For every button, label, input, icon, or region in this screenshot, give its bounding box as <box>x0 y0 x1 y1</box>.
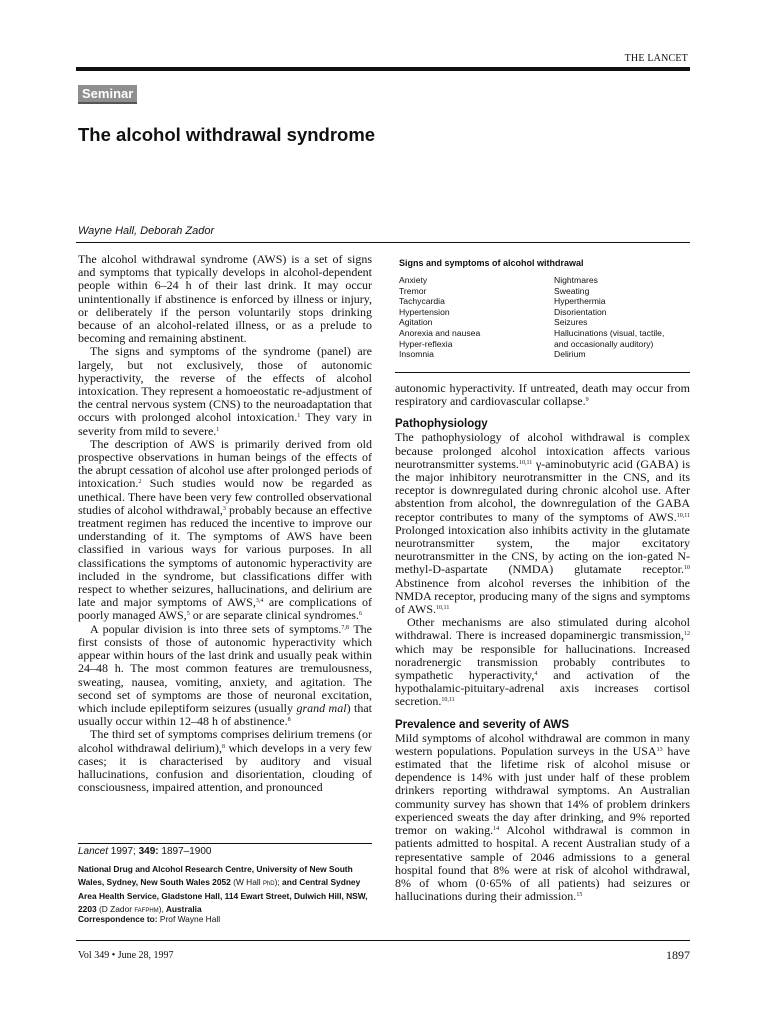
panel-item: Insomnia <box>399 349 434 360</box>
paragraph: The third set of symptoms comprises delirium tremens (or alcohol withdrawal delirium),$^8$ which develops in a very few cases; it is characterised by auditory and visual hallucinations, confusion and disorientation, clouding of consciousness, impaired attention, and pronounced <box>78 727 372 795</box>
correspondence: Correspondence to: Prof Wayne Hall <box>78 914 221 924</box>
article-title: The alcohol withdrawal syndrome <box>78 124 376 145</box>
panel-item: Nightmares <box>554 275 598 285</box>
affiliations: National Drug and Alcohol Research Centre, University of New South Wales, Sydney, New South Wales 2052 (W Hall PhD); and Central Sydney Area Health Service, Gladstone Hall, 114 Ewart Street, Dulwich Hill, NSW, 2203 (D Zador FAFPHM), Australia <box>78 864 368 914</box>
paragraph: The pathophysiology of alcohol withdrawal is complex because prolonged alcohol intoxication affects various neurotransmitter systems.$^{10,11}$ γ-aminobutyric acid (GABA) is the major inhibitory neurotransmitter in the CNS, and its receptor is downregulated during chronic alcohol use. After abstention from alcohol, the downregulation of the GABA receptor contributes to many of the symptoms of AWS.$^{10,11}$ Prolonged intoxication also inhibits activity in the glutamate neurotransmitter system, the major excitatory neurotransmitter in the CNS, by acting on the ion-gated N-methyl-D-aspartate (NMDA) glutamate receptor.$^{10}$ Abstinence from alcohol reverses the inhibition of the NMDA receptor, producing many of the signs and symptoms of AWS.$^{10,11}$ <box>395 430 690 617</box>
panel-item: Disorientation <box>554 306 607 317</box>
footer-rule <box>76 940 690 941</box>
paragraph: The alcohol withdrawal syndrome (AWS) is a set of signs and symptoms that typically develops in alcohol-dependent people within 6–24 h of their last drink. It may occur unintentionally if abstinence is enforced by illness or injury, or deliberately if the person voluntarily stops drinking because of an alcohol-related illness, or as a prelude to becoming and remaining abstinent. <box>78 252 372 346</box>
panel-item: Delirium <box>554 349 586 360</box>
authors-rule <box>76 242 690 243</box>
panel-item: Sweating <box>554 285 590 296</box>
panel-item: Hallucinations (visual, tactile, and occasionally auditory) <box>554 327 665 349</box>
header-rule <box>76 67 690 71</box>
panel-column-2 <box>554 275 689 360</box>
panel-item: Seizures <box>554 317 588 328</box>
panel-item: Hypertension <box>399 306 450 317</box>
symptoms-panel <box>395 252 690 373</box>
page-number: 1897 <box>666 948 690 962</box>
section-badge: Seminar <box>78 85 137 104</box>
paragraph: Other mechanisms are also stimulated during alcohol withdrawal. There is increased dopaminergic transmission,$^{12}$ which may be responsible for hallucinations. Increased noradrenergic transmission probably contributes to sympathetic hyperactivity,$^4$ and activation of the hypothalamic-pituitary-adrenal axis increases cortisol secretion.$^{10,11}$ <box>395 615 691 709</box>
paragraph: The description of AWS is primarily derived from old prospective observations in human beings of the effects of the abrupt cessation of alcohol use after prolonged periods of intoxication.$^2$ Such studies would now be regarded as unethical. There have been very few controlled observational studies of alcohol withdrawal,$^3$ probably because an effective treatment regimen has reduced the incentive to improve our understanding of it. The symptoms of AWS have been classified in various ways for various purposes. In all classifications the symptoms of autonomic hyperactivity are included in the syndrome, but classifications differ with respect to whether seizures, hallucinations, and delirium are late and major symptoms of AWS,$^{3,4}$ are complications of poorly managed AWS,$^5$ or are separate clinical syndromes.$^6$ <box>78 436 372 623</box>
section-heading-pathophysiology: Pathophysiology <box>395 418 488 431</box>
right-column <box>395 382 690 903</box>
footnote-rule <box>78 843 372 844</box>
panel-item: Hyper-reflexia <box>399 338 453 349</box>
panel-item: Tachycardia <box>399 296 445 307</box>
panel-item: Anorexia and nausea <box>399 327 481 338</box>
panel-item: Tremor <box>399 285 427 296</box>
paragraph: A popular division is into three sets of symptoms.$^{7,8}$ The first consists of those of autonomic hyperactivity which appear within hours of the last drink and usually peak within 24–48 h. The most common features are tremulousness, sweating, nausea, vomiting, anxiety, and agitation. The second set of symptoms are those of neuronal excitation, which include epileptiform seizures (usually grand mal) that usually occur within 12–48 h of abstinence.$^8$ <box>78 621 372 729</box>
article-authors: Wayne Hall, Deborah Zador <box>78 225 215 237</box>
journal-name: THE LANCET <box>624 53 688 64</box>
reference-mark: 1 <box>216 426 220 433</box>
panel-title: Signs and symptoms of alcohol withdrawal <box>399 258 584 268</box>
footer-volume: Vol 349 • June 28, 1997 <box>78 950 174 961</box>
reference-mark: 1 <box>297 413 301 420</box>
panel-column-1 <box>399 275 554 360</box>
section-heading-prevalence: Prevalence and severity of AWS <box>395 718 570 731</box>
left-column <box>78 253 372 794</box>
panel-item: Agitation <box>399 317 433 328</box>
paragraph: autonomic hyperactivity. If untreated, death may occur from respiratory and cardiovascular collapse.$^9$ <box>395 381 690 409</box>
citation: Lancet 1997; 349: 1897–1900 <box>78 846 212 857</box>
paragraph: The signs and symptoms of the syndrome (panel) are largely, but not exclusively, those of autonomic hyperactivity, the reverse of the effects of alcohol intoxication. They represent a homoeostatic re-adjustment of the central nervous system (CNS) to the neuroadaptation that occurs with prolonged alcohol intoxication.$^1$ They vary in severity from mild to severe.$^1$ <box>78 344 372 438</box>
panel-item: Hyperthermia <box>554 296 606 307</box>
panel-item: Anxiety <box>399 275 428 285</box>
paragraph: Mild symptoms of alcohol withdrawal are common in many western populations. Population surveys in the USA$^{13}$ have estimated that the lifetime risk of alcohol misuse or dependence is 14% with just under half of these problem drinkers reporting withdrawal symptoms. An Australian community survey has shown that 14% of problem drinkers experienced sweats the day after drinking, and 9% reported tremor on waking.$^{14}$ Alcohol withdrawal is common in patients admitted to hospital. A recent Australian study of a representative sample of 2046 admissions to a general hospital found that 8% were at risk of alcohol withdrawal, 8% of whom (0·65% of all patients) had seizures or hallucinations during their admission.$^{15}$ <box>395 730 691 904</box>
